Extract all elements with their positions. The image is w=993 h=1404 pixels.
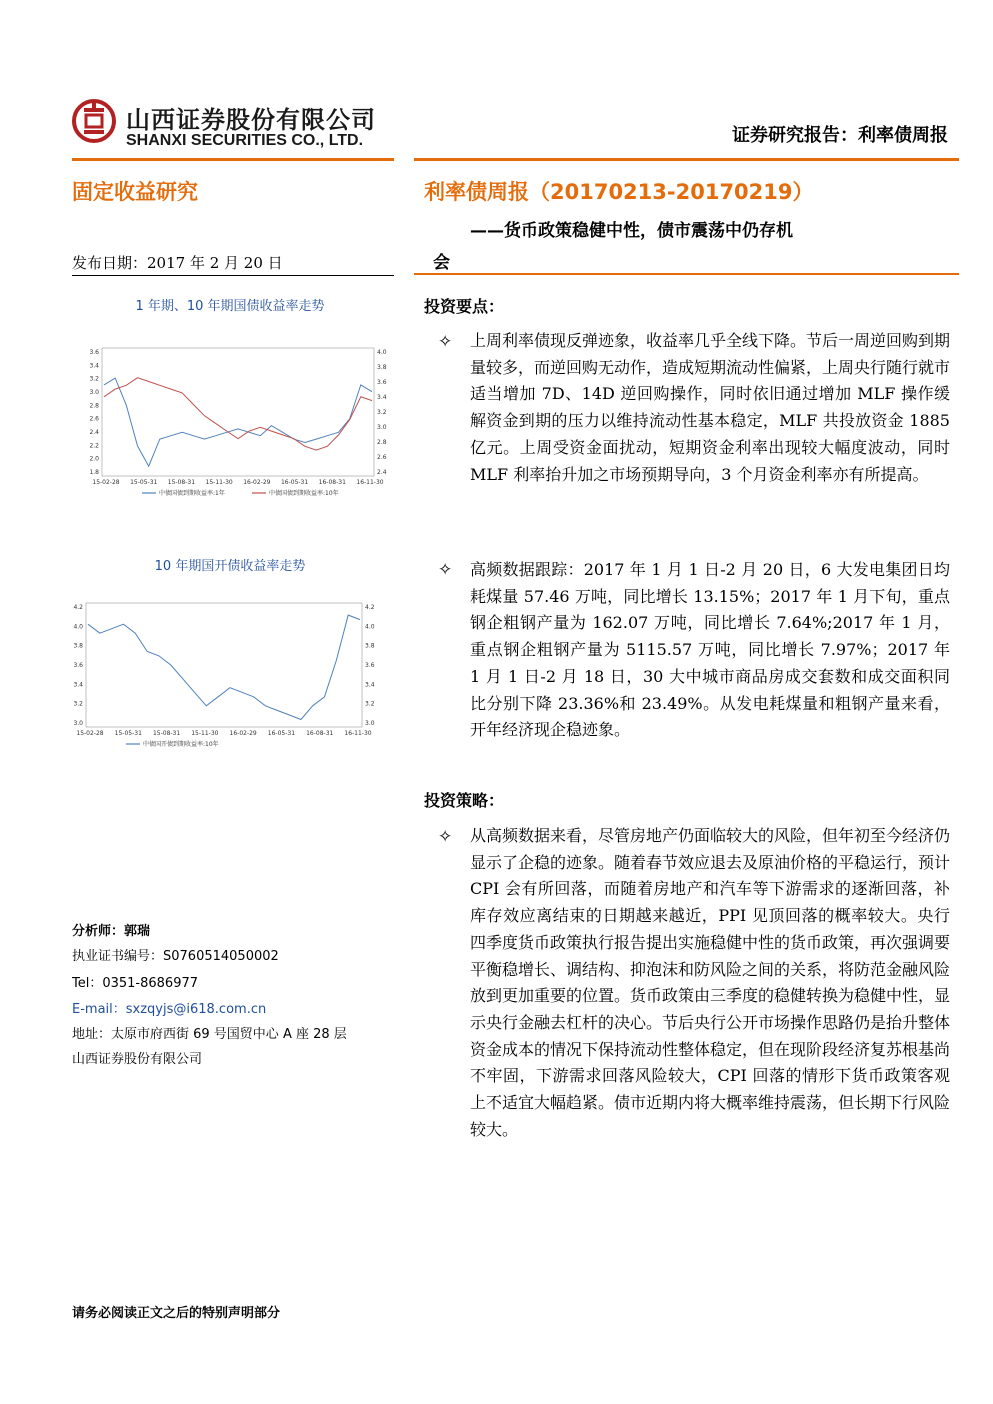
section-category: 固定收益研究 [72,180,198,204]
y-tick-label-right: 3.2 [365,700,375,708]
y-tick-label-left: 3.6 [73,662,83,669]
x-tick-label: 16-05-31 [267,730,296,737]
analyst-name: 分析师：郭瑞 [72,924,151,939]
publish-date: 发布日期：2017 年 2 月 20 日 [72,254,283,272]
company-logo-icon [72,98,116,144]
y-tick-label-left: 3.8 [73,642,83,650]
analyst-email-link[interactable]: E-mail：sxzqyjs@i618.com.cn [72,1002,267,1017]
y-tick-label-right: 2.8 [377,439,387,446]
report-title: 利率债周报（20170213-20170219） [424,180,814,204]
report-type: 证券研究报告：利率债周报 [732,125,948,146]
y-tick-label-right: 4.0 [365,623,375,631]
y-tick-label-right: 3.8 [365,642,375,650]
key-point-paragraph: 高频数据跟踪：2017 年 1 月 1 日-2 月 20 日，6 大发电集团日均耗煤量 57.46 万吨，同比增长 13.15%；2017 年 1 月下旬，重点钢企粗钢产量为 162.07 万吨，同比增长 7.64%;2017 年 1 月，重点钢企粗钢产量为 5115.57 万吨，同比增长 7.97%；2017 年 1 月 1 日-2 月 18 日，30 大中城市商品房成交套数和成交面积同比分别下降 23.36%和 23.49%。从发电耗煤量和粗钢产量来看，开年经济现企稳迹象。 [470,560,950,740]
header-divider [72,158,394,161]
y-tick-label-left: 2.8 [89,402,99,410]
y-tick-label-left: 3.0 [89,389,99,396]
x-tick-label: 15-08-31 [167,479,196,486]
y-tick-label-left: 4.2 [73,604,83,611]
series-line [104,378,372,450]
analyst-tel: Tel：0351-8686977 [72,976,199,991]
report-subtitle: ——货币政策稳健中性，债市震荡中仍存机 [470,221,793,241]
chart2-title: 10 年期国开债收益率走势 [154,559,306,574]
legend-label: 中债国开债到期收益率:10年 [143,741,219,748]
y-tick-label-right: 4.0 [377,349,387,356]
company-name-cn: 山西证券股份有限公司 [126,106,376,134]
x-tick-label: 15-02-28 [76,730,104,737]
y-tick-label-right: 3.4 [365,681,375,689]
y-tick-label-right: 2.4 [377,469,387,476]
key-point-paragraph: 上周利率债现反弹迹象，收益率几乎全线下降。节后一周逆回购到期量较多，而逆回购无动作，造成短期流动性偏紧，上周央行随行就市适当增加 7D、14D 逆回购操作，同时依旧通过增加 MLF 操作缓解资金到期的压力以维持流动性基本稳定，MLF 共投放资金 1885 亿元。上周受资金面扰动，短期资金利率出现较大幅度波动，同时 MLF 利率抬升加之市场预期导向，3 个月资金利率亦有所提高。 [470,331,951,484]
y-tick-label-left: 2.6 [89,415,99,423]
y-tick-label-right: 3.8 [377,364,387,371]
x-tick-label: 16-08-31 [306,730,334,737]
x-tick-label: 15-02-28 [92,479,120,486]
y-tick-label-left: 3.4 [89,362,99,370]
company-name-en: SHANXI SECURITIES CO., LTD. [126,132,364,149]
x-tick-label: 15-11-30 [191,730,219,737]
y-tick-label-right: 3.4 [377,394,387,401]
y-tick-label-right: 2.6 [377,454,387,461]
bullet-icon: ✧ [438,560,453,580]
y-tick-label-left: 2.0 [89,455,99,463]
y-tick-label-left: 3.6 [89,349,99,356]
y-tick-label-left: 2.2 [89,442,99,450]
bullet-icon: ✧ [438,827,453,847]
y-tick-label-left: 3.2 [89,375,99,383]
y-tick-label-right: 4.2 [365,604,375,611]
x-tick-label: 16-11-30 [356,479,384,486]
chart1-treasury-yields [84,340,396,502]
subtitle-divider [414,273,959,275]
x-tick-label: 15-05-31 [130,479,158,486]
y-tick-label-right: 3.6 [365,662,375,669]
x-tick-label: 16-02-29 [229,730,257,737]
x-tick-label: 15-11-30 [205,479,233,486]
y-tick-label-left: 2.4 [89,429,99,436]
disclaimer-note: 请务必阅读正文之后的特别声明部分 [72,1306,281,1321]
y-tick-label-left: 4.0 [73,623,83,631]
y-tick-label-left: 3.2 [73,700,83,708]
key-points-heading: 投资要点： [424,297,505,316]
analyst-cert: 执业证书编号：S0760514050002 [72,949,279,964]
analyst-address: 地址：太原市府西街 69 号国贸中心 A 座 28 层 [72,1027,347,1042]
y-tick-label-right: 3.6 [377,379,387,386]
strategy-heading: 投资策略： [424,791,505,810]
plot-area [102,348,374,476]
x-tick-label: 15-08-31 [152,730,181,737]
strategy-paragraph: 从高频数据来看，尽管房地产仍面临较大的风险，但年初至今经济仍显示了企稳的迹象。随着春节效应退去及原油价格的平稳运行，预计 CPI 会有所回落，而随着房地产和汽车等下游需求的逐渐回落，补库存效应离结束的日期越来越近，PPI 见顶回落的概率较大。央行四季度货币政策执行报告提出实施稳健中性的货币政策，再次强调要平衡稳增长、调结构、抑泡沫和防风险之间的关系，将防范金融风险放到更加重要的位置。货币政策由三季度的稳健转换为稳健中性，显示央行金融去杠杆的决心。节后央行公开市场操作思路仍是抬升整体资金成本的情况下保持流动性整体稳定，但在现阶段经济复苏根基尚不牢固，下游需求回落风险较大，CPI 回落的情形下货币政策客观上不适宜大幅趋紧。债市近期内将大概率维持震荡，但长期下行风险较大。 [470,826,951,1139]
y-tick-label-left: 3.0 [73,720,83,727]
header-divider-right [414,158,959,161]
plot-area [86,603,362,727]
y-tick-label-left: 3.4 [73,681,83,689]
chart1-title: 1 年期、10 年期国债收益率走势 [135,299,325,314]
chart2-cdb-yield [66,597,386,752]
report-subtitle-cont: 会 [433,253,450,273]
legend-label: 中债国债到期收益率:1年 [159,490,225,497]
y-tick-label-right: 3.0 [377,424,387,431]
bullet-icon: ✧ [438,332,453,352]
y-tick-label-right: 3.0 [365,720,375,727]
x-tick-label: 16-11-30 [344,730,372,737]
legend-label: 中债国债到期收益率:10年 [269,490,339,497]
x-tick-label: 16-02-29 [243,479,271,486]
x-tick-label: 16-08-31 [318,479,346,486]
series-line [104,378,372,466]
y-tick-label-right: 3.2 [377,409,387,416]
x-tick-label: 16-05-31 [280,479,309,486]
y-tick-label-left: 1.8 [89,469,99,476]
series-line [88,615,360,719]
date-divider [72,275,394,276]
x-tick-label: 15-05-31 [114,730,142,737]
analyst-company: 山西证券股份有限公司 [72,1052,203,1067]
